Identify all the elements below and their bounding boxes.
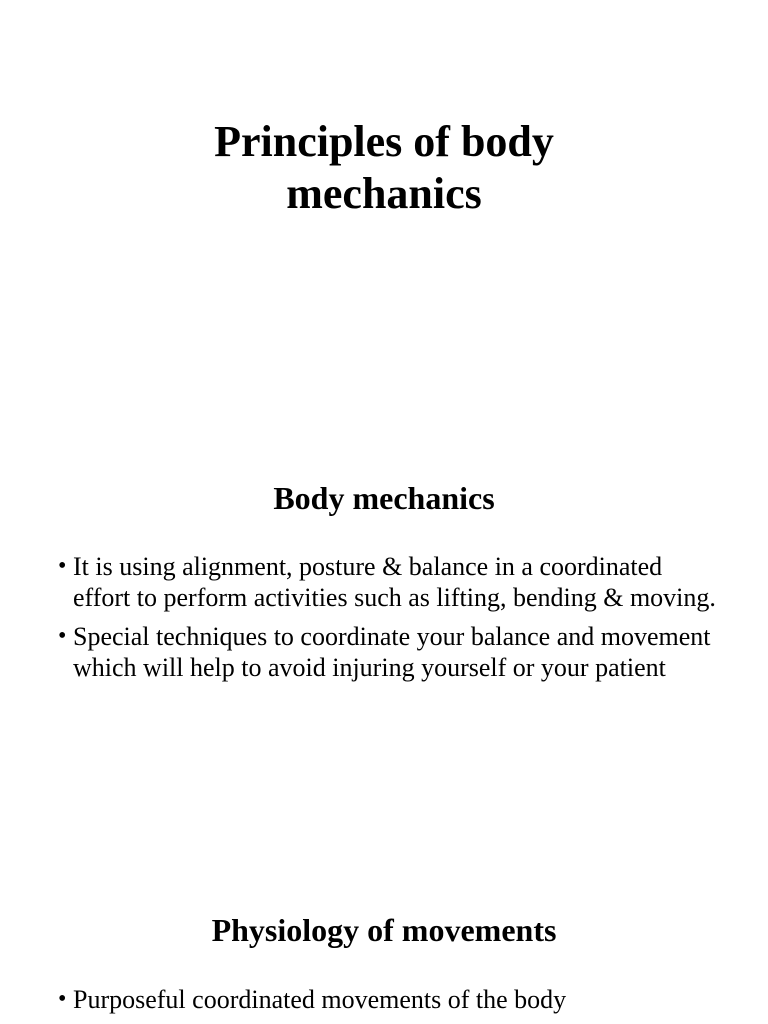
list-item bbox=[58, 551, 718, 613]
physiology-heading: Physiology of movements bbox=[211, 912, 557, 948]
slide-title bbox=[0, 116, 768, 220]
bullet-text: Purposeful coordinated movements of the body bbox=[73, 985, 567, 1014]
slide-title-line-1: Principles of body bbox=[214, 117, 554, 166]
physiology-bullet-list bbox=[58, 984, 718, 1023]
list-item bbox=[58, 621, 718, 683]
body-mechanics-heading: Body mechanics bbox=[273, 480, 495, 516]
bullet-text: It is using alignment, posture & balance in a coordinated effort to perform activities such as lifting, bending & moving. bbox=[73, 552, 716, 612]
list-item bbox=[58, 984, 718, 1015]
slide-title-line-2: mechanics bbox=[286, 169, 482, 218]
body-mechanics-bullet-list bbox=[58, 551, 718, 691]
bullet-icon: • bbox=[58, 553, 67, 579]
bullet-text: Special techniques to coordinate your balance and movement which will help to avoid injuring yourself or your patient bbox=[73, 622, 711, 682]
bullet-icon: • bbox=[58, 623, 67, 649]
bullet-icon: • bbox=[58, 986, 67, 1012]
